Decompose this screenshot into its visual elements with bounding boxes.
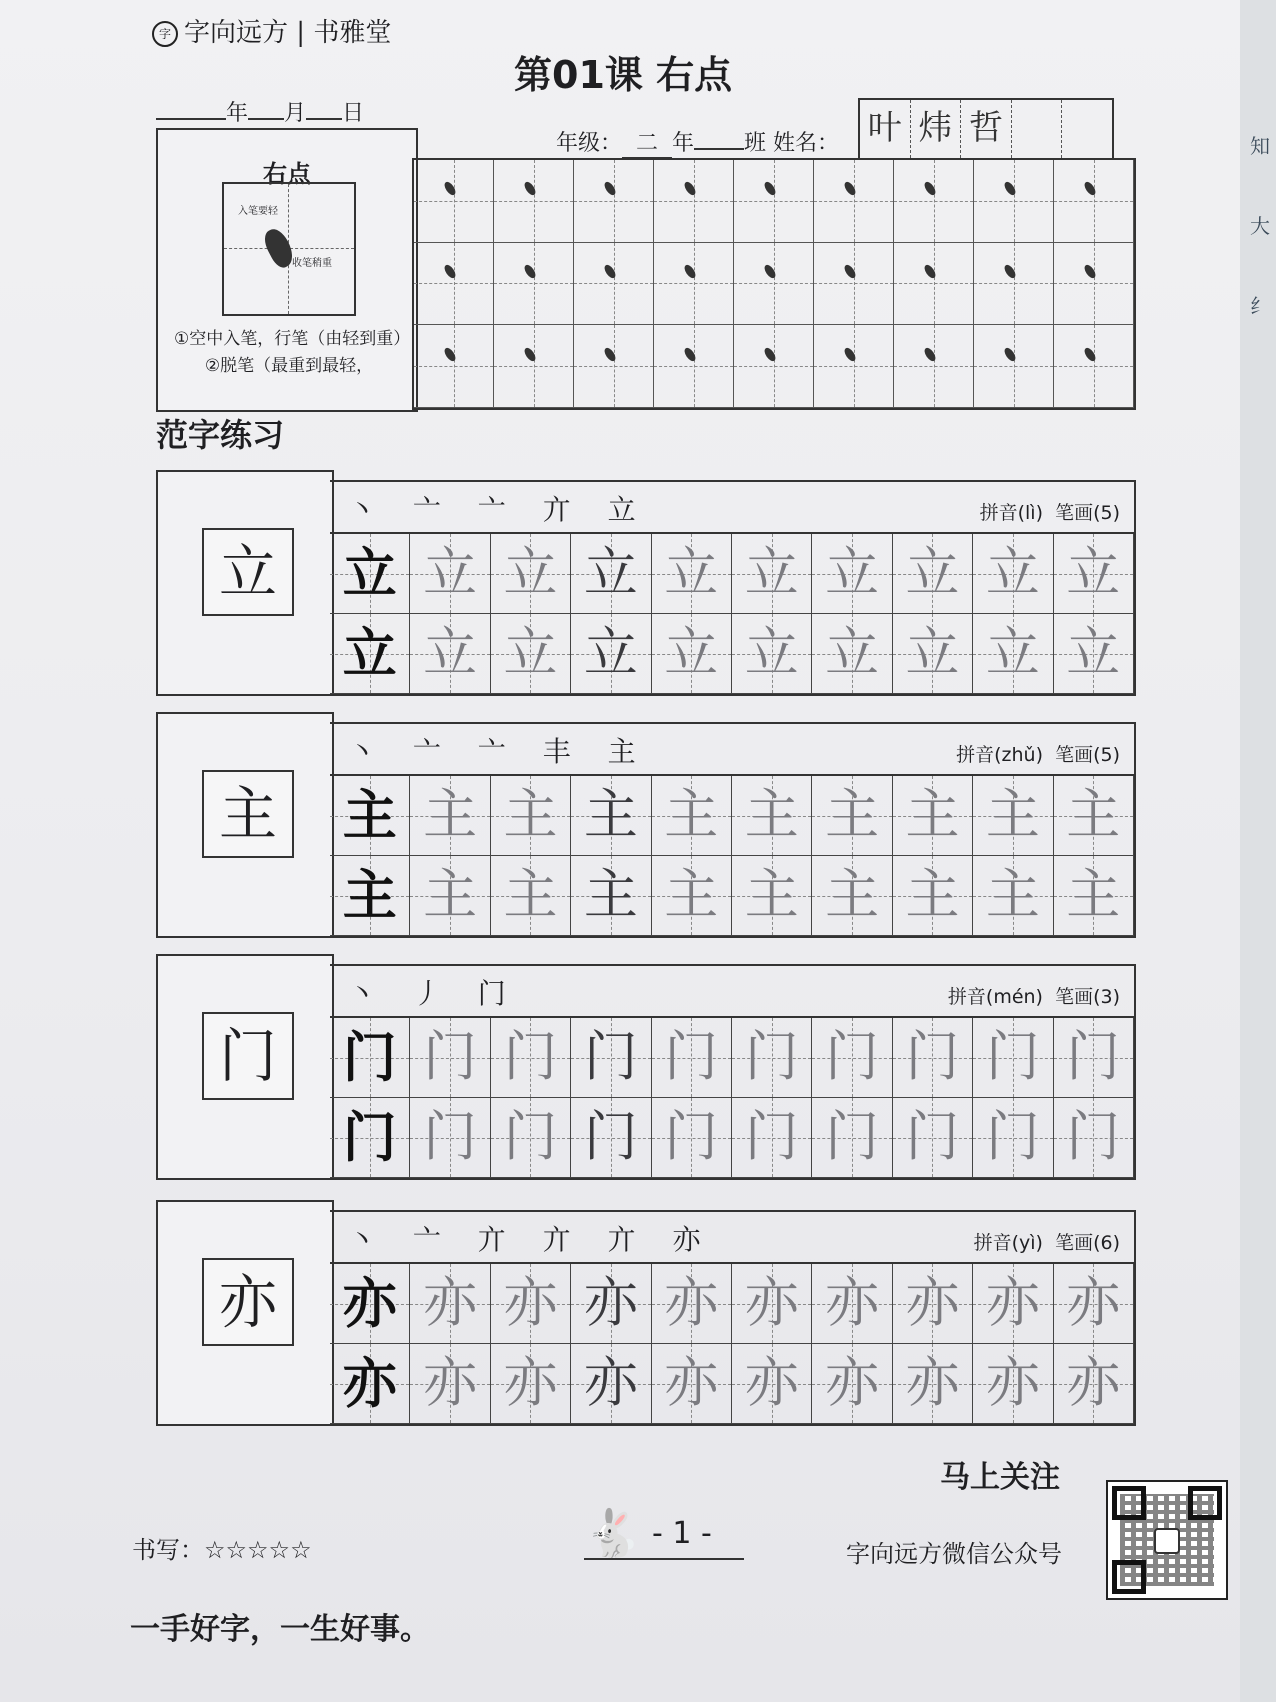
right-dot-stroke	[922, 263, 937, 280]
handwritten-cell[interactable]	[652, 1264, 732, 1344]
practice-character: 门	[744, 1105, 799, 1168]
handwritten-cell[interactable]	[812, 1264, 892, 1344]
practice-character: 门	[985, 1105, 1040, 1168]
stroke-demo-grid	[222, 182, 356, 316]
tip-1: ①空中入笔，行笔（由轻到重）	[174, 329, 411, 349]
date-line: 年 月 日	[156, 96, 364, 127]
stroke-order: 丶 亠 亠 丰 主	[348, 735, 650, 768]
practice-character: 立	[664, 541, 719, 604]
stroke-practice-cell[interactable]	[814, 243, 894, 326]
handwritten-cell[interactable]	[812, 856, 892, 936]
handwritten-cell[interactable]	[652, 614, 732, 694]
practice-character: 门	[1066, 1025, 1121, 1088]
practice-character: 主	[503, 863, 558, 926]
handwritten-cell[interactable]	[893, 856, 973, 936]
brand-logo: 字 字向远方 | 书雅堂	[152, 12, 391, 49]
stroke-practice-cell[interactable]	[734, 243, 814, 326]
character-block	[156, 1200, 1136, 1424]
practice-character: 亦	[583, 1271, 638, 1334]
model-cell[interactable]	[330, 1018, 410, 1098]
rabbit-icon: 🐇	[584, 1506, 642, 1560]
practice-grid[interactable]	[330, 774, 1134, 936]
name-cell[interactable]: 叶	[860, 100, 911, 158]
practice-character: 亦	[503, 1271, 558, 1334]
handwritten-cell[interactable]	[571, 1264, 651, 1344]
practice-character: 立	[985, 621, 1040, 684]
name-cell[interactable]: 哲	[961, 100, 1012, 158]
right-dot-stroke	[602, 263, 617, 280]
brand-name: 字向远方	[184, 18, 289, 48]
handwritten-cell[interactable]	[410, 776, 490, 856]
practice-character: 立	[825, 541, 880, 604]
handwritten-cell[interactable]	[410, 614, 490, 694]
stroke-practice-cell[interactable]	[414, 160, 494, 243]
handwritten-cell[interactable]	[973, 534, 1053, 614]
handwritten-cell[interactable]	[732, 1018, 812, 1098]
handwritten-cell[interactable]	[893, 1264, 973, 1344]
model-character: 亦	[202, 1258, 294, 1346]
stroke-tips	[174, 326, 411, 380]
practice-character: 门	[583, 1105, 638, 1168]
stroke-order: 丶 丿 门	[348, 977, 520, 1010]
stroke-demo-panel	[156, 128, 418, 412]
grade-class-line: 年级： 二 年 班 姓名：	[556, 126, 839, 159]
stroke-practice-cell[interactable]	[654, 160, 734, 243]
handwritten-cell[interactable]	[812, 776, 892, 856]
practice-panel	[330, 964, 1136, 1180]
handwritten-cell[interactable]	[812, 1018, 892, 1098]
practice-character: 门	[905, 1025, 960, 1088]
practice-character: 立	[423, 621, 478, 684]
right-dot-stroke	[682, 263, 697, 280]
stroke-intro-box	[156, 128, 1276, 408]
handwritten-cell[interactable]	[893, 1018, 973, 1098]
handwritten-cell[interactable]	[893, 776, 973, 856]
practice-character: 主	[503, 783, 558, 846]
handwritten-cell[interactable]	[491, 1018, 571, 1098]
handwritten-cell[interactable]	[571, 856, 651, 936]
practice-character: 主	[905, 783, 960, 846]
pinyin: 拼音(mén)	[947, 986, 1043, 1008]
handwritten-cell[interactable]	[732, 856, 812, 936]
practice-character: 亦	[905, 1351, 960, 1414]
handwritten-cell[interactable]	[732, 1264, 812, 1344]
practice-character: 亦	[985, 1351, 1040, 1414]
right-dot-stroke	[1002, 263, 1017, 280]
handwritten-cell[interactable]	[973, 614, 1053, 694]
handwritten-cell[interactable]	[491, 856, 571, 936]
right-dot-stroke	[442, 346, 457, 363]
stroke-practice-cell[interactable]	[574, 325, 654, 408]
handwritten-cell[interactable]	[1054, 1264, 1134, 1344]
right-dot-stroke	[442, 180, 457, 197]
handwritten-cell[interactable]	[893, 1098, 973, 1178]
model-character: 门	[202, 1012, 294, 1100]
handwritten-cell[interactable]	[571, 1018, 651, 1098]
practice-character: 门	[1066, 1105, 1121, 1168]
practice-character: 立	[1066, 541, 1121, 604]
handwritten-cell[interactable]	[491, 1264, 571, 1344]
model-cell[interactable]	[330, 856, 410, 936]
practice-character: 主	[985, 863, 1040, 926]
handwritten-cell[interactable]	[812, 1344, 892, 1424]
practice-character: 立	[664, 621, 719, 684]
handwritten-cell[interactable]	[1054, 614, 1134, 694]
practice-character: 亦	[423, 1271, 478, 1334]
handwritten-cell[interactable]	[732, 776, 812, 856]
character-block	[156, 470, 1136, 694]
handwritten-cell[interactable]	[652, 856, 732, 936]
brand-sub-name: 书雅堂	[313, 18, 392, 48]
right-dot-stroke	[1002, 180, 1017, 197]
underlying-page-edge: 知 大 纟	[1240, 0, 1276, 1702]
handwritten-cell[interactable]	[893, 1344, 973, 1424]
handwritten-cell[interactable]	[491, 1344, 571, 1424]
stroke-practice-grid[interactable]	[412, 158, 1136, 410]
model-cell[interactable]	[330, 1264, 410, 1344]
character-meta	[956, 740, 1120, 767]
handwritten-cell[interactable]	[893, 614, 973, 694]
practice-grid[interactable]	[330, 1262, 1134, 1424]
motto: 一手好字，一生好事。	[130, 1612, 430, 1647]
right-dot-stroke	[762, 263, 777, 280]
brand-seal-icon: 字	[152, 21, 178, 47]
stroke-practice-cell[interactable]	[414, 243, 494, 326]
practice-character: 门	[503, 1105, 558, 1168]
practice-character: 立	[423, 541, 478, 604]
stroke-practice-cell[interactable]	[494, 325, 574, 408]
handwritten-cell[interactable]	[1054, 1098, 1134, 1178]
right-dot-stroke	[842, 180, 857, 197]
model-character-panel	[156, 1200, 334, 1426]
practice-grid[interactable]	[330, 532, 1134, 694]
handwritten-cell[interactable]	[571, 776, 651, 856]
handwritten-cell[interactable]	[973, 1018, 1053, 1098]
right-dot-stroke	[1082, 346, 1097, 363]
name-label: 姓名：	[773, 131, 840, 156]
stroke-count: 笔画(5)	[1055, 502, 1120, 524]
practice-character: 亦	[342, 1351, 397, 1415]
right-dot-stroke	[1002, 346, 1017, 363]
stroke-practice-cell[interactable]	[654, 243, 734, 326]
handwritten-cell[interactable]	[571, 1344, 651, 1424]
practice-character: 主	[664, 863, 719, 926]
right-dot-stroke	[1082, 263, 1097, 280]
practice-character: 主	[583, 863, 638, 926]
stroke-practice-cell[interactable]	[1054, 325, 1134, 408]
handwritten-cell[interactable]	[893, 534, 973, 614]
practice-character: 主	[744, 783, 799, 846]
right-dot-stroke	[842, 346, 857, 363]
stroke-practice-cell[interactable]	[494, 243, 574, 326]
practice-character: 亦	[664, 1271, 719, 1334]
practice-panel	[330, 480, 1136, 696]
model-cell[interactable]	[330, 776, 410, 856]
handwritten-cell[interactable]	[1054, 776, 1134, 856]
stroke-practice-cell[interactable]	[734, 160, 814, 243]
practice-character: 主	[1066, 783, 1121, 846]
model-cell[interactable]	[330, 1344, 410, 1424]
qr-code-icon[interactable]	[1106, 1480, 1228, 1600]
handwritten-cell[interactable]	[973, 1344, 1053, 1424]
page-number-area	[584, 1500, 744, 1570]
handwritten-cell[interactable]	[491, 614, 571, 694]
practice-character: 立	[1066, 621, 1121, 684]
handwritten-cell[interactable]	[410, 1344, 490, 1424]
handwritten-cell[interactable]	[973, 856, 1053, 936]
handwritten-cell[interactable]	[652, 1098, 732, 1178]
character-block	[156, 712, 1136, 936]
rating	[132, 1530, 312, 1565]
follow-label: 马上关注	[940, 1460, 1060, 1495]
character-block	[156, 954, 1136, 1178]
practice-character: 门	[825, 1025, 880, 1088]
practice-character: 门	[423, 1025, 478, 1088]
practice-character: 主	[342, 783, 397, 847]
practice-character: 立	[503, 541, 558, 604]
right-dot-stroke	[442, 263, 457, 280]
practice-character: 亦	[423, 1351, 478, 1414]
handwritten-cell[interactable]	[652, 776, 732, 856]
practice-character: 亦	[1066, 1351, 1121, 1414]
practice-character: 门	[985, 1025, 1040, 1088]
stroke-practice-cell[interactable]	[814, 160, 894, 243]
name-cell[interactable]: 炜	[911, 100, 962, 158]
stroke-practice-cell[interactable]	[574, 160, 654, 243]
stroke-practice-cell[interactable]	[974, 325, 1054, 408]
stroke-order: 丶 亠 亣 亣 亣 亦	[348, 1223, 715, 1256]
rating-label: 书写：	[132, 1536, 204, 1564]
right-dot-stroke	[922, 180, 937, 197]
model-cell[interactable]	[330, 534, 410, 614]
practice-character: 亦	[744, 1271, 799, 1334]
model-character: 立	[202, 528, 294, 616]
practice-character: 主	[744, 863, 799, 926]
right-dot-stroke	[1082, 180, 1097, 197]
practice-character: 主	[985, 783, 1040, 846]
practice-character: 门	[583, 1025, 638, 1088]
character-meta	[980, 498, 1120, 525]
practice-character: 门	[744, 1025, 799, 1088]
practice-character: 门	[342, 1105, 397, 1169]
model-cell[interactable]	[330, 614, 410, 694]
handwritten-cell[interactable]	[571, 534, 651, 614]
practice-character: 门	[503, 1025, 558, 1088]
right-dot-stroke	[602, 346, 617, 363]
character-meta	[948, 982, 1120, 1009]
practice-character: 立	[503, 621, 558, 684]
practice-character: 门	[664, 1025, 719, 1088]
right-dot-stroke	[522, 180, 537, 197]
practice-character: 立	[583, 541, 638, 604]
section-title: 范字练习	[156, 416, 285, 454]
practice-character: 立	[825, 621, 880, 684]
handwritten-cell[interactable]	[652, 534, 732, 614]
practice-character: 立	[744, 621, 799, 684]
right-dot-stroke	[602, 180, 617, 197]
practice-character: 主	[423, 783, 478, 846]
handwritten-cell[interactable]	[1054, 1018, 1134, 1098]
practice-character: 立	[905, 541, 960, 604]
handwritten-cell[interactable]	[410, 856, 490, 936]
right-dot-stroke	[922, 346, 937, 363]
practice-panel	[330, 1210, 1136, 1426]
practice-character: 亦	[342, 1271, 397, 1335]
stroke-practice-cell[interactable]	[894, 325, 974, 408]
stroke-practice-cell[interactable]	[734, 325, 814, 408]
right-dot-stroke	[522, 263, 537, 280]
stroke-practice-cell[interactable]	[894, 160, 974, 243]
stroke-practice-cell[interactable]	[654, 325, 734, 408]
stroke-count: 笔画(6)	[1055, 1232, 1120, 1254]
practice-character: 立	[342, 541, 397, 605]
practice-character: 主	[423, 863, 478, 926]
handwritten-cell[interactable]	[812, 534, 892, 614]
handwritten-cell[interactable]	[491, 534, 571, 614]
practice-panel	[330, 722, 1136, 938]
handwritten-cell[interactable]	[973, 1098, 1053, 1178]
right-dot-stroke	[762, 180, 777, 197]
handwritten-cell[interactable]	[491, 1098, 571, 1178]
practice-character: 门	[905, 1105, 960, 1168]
handwritten-cell[interactable]	[1054, 534, 1134, 614]
stroke-practice-cell[interactable]	[974, 160, 1054, 243]
practice-character: 门	[825, 1105, 880, 1168]
right-dot-stroke	[682, 346, 697, 363]
handwritten-cell[interactable]	[732, 1344, 812, 1424]
stroke-practice-cell[interactable]	[974, 243, 1054, 326]
grade-value: 二	[622, 126, 672, 159]
rating-stars[interactable]: ☆☆☆☆☆	[204, 1536, 312, 1564]
account-label: 字向远方微信公众号	[846, 1540, 1062, 1568]
character-meta	[974, 1228, 1120, 1255]
model-character-panel	[156, 712, 334, 938]
practice-character: 主	[825, 783, 880, 846]
right-dot-stroke	[762, 346, 777, 363]
model-character: 主	[202, 770, 294, 858]
stroke-count: 笔画(3)	[1055, 986, 1120, 1008]
practice-character: 立	[583, 621, 638, 684]
practice-character: 门	[664, 1105, 719, 1168]
stroke-practice-cell[interactable]	[1054, 160, 1134, 243]
handwritten-cell[interactable]	[812, 1098, 892, 1178]
practice-character: 主	[583, 783, 638, 846]
practice-character: 亦	[583, 1351, 638, 1414]
practice-character: 亦	[1066, 1271, 1121, 1334]
handwritten-cell[interactable]	[410, 1098, 490, 1178]
handwritten-cell[interactable]	[410, 534, 490, 614]
practice-character: 主	[825, 863, 880, 926]
stroke-count: 笔画(5)	[1055, 744, 1120, 766]
practice-character: 亦	[985, 1271, 1040, 1334]
practice-character: 立	[744, 541, 799, 604]
handwritten-cell[interactable]	[491, 776, 571, 856]
handwritten-cell[interactable]	[732, 1098, 812, 1178]
handwritten-cell[interactable]	[410, 1018, 490, 1098]
model-character-panel	[156, 954, 334, 1180]
stroke-order: 丶 亠 亠 亣 立	[348, 493, 650, 526]
right-dot-stroke	[522, 346, 537, 363]
practice-grid[interactable]	[330, 1016, 1134, 1178]
practice-character: 立	[905, 621, 960, 684]
practice-character: 亦	[825, 1351, 880, 1414]
pinyin: 拼音(yì)	[973, 1232, 1043, 1254]
handwritten-cell[interactable]	[410, 1264, 490, 1344]
pinyin: 拼音(lì)	[979, 502, 1043, 524]
handwritten-cell[interactable]	[1054, 856, 1134, 936]
lesson-title: 第01课 右点	[514, 53, 733, 97]
practice-character: 主	[664, 783, 719, 846]
stroke-practice-cell[interactable]	[894, 243, 974, 326]
practice-character: 门	[423, 1105, 478, 1168]
page-number: - 1 -	[652, 1516, 712, 1551]
handwritten-cell[interactable]	[571, 614, 651, 694]
practice-character: 亦	[664, 1351, 719, 1414]
practice-character: 主	[342, 863, 397, 927]
handwritten-cell[interactable]	[732, 614, 812, 694]
stroke-practice-cell[interactable]	[814, 325, 894, 408]
practice-character: 主	[905, 863, 960, 926]
practice-character: 立	[342, 621, 397, 685]
practice-character: 亦	[744, 1351, 799, 1414]
handwritten-cell[interactable]	[1054, 1344, 1134, 1424]
tip-2: ②脱笔（最重到最轻，	[204, 356, 374, 376]
handwritten-cell[interactable]	[812, 614, 892, 694]
handwritten-cell[interactable]	[973, 1264, 1053, 1344]
handwritten-cell[interactable]	[652, 1344, 732, 1424]
practice-character: 亦	[825, 1271, 880, 1334]
practice-character: 亦	[905, 1271, 960, 1334]
pinyin: 拼音(zhǔ)	[956, 744, 1043, 766]
right-dot-stroke	[682, 180, 697, 197]
note-entry: 入笔要轻	[238, 206, 278, 217]
practice-character: 主	[1066, 863, 1121, 926]
handwritten-cell[interactable]	[973, 776, 1053, 856]
right-dot-stroke	[842, 263, 857, 280]
note-exit: 收笔稍重	[292, 258, 332, 269]
practice-character: 门	[342, 1025, 397, 1089]
stroke-practice-cell[interactable]	[414, 325, 494, 408]
stroke-name: 右点	[263, 160, 311, 188]
stroke-practice-cell[interactable]	[1054, 243, 1134, 326]
stroke-practice-cell[interactable]	[574, 243, 654, 326]
practice-character: 立	[985, 541, 1040, 604]
practice-character: 亦	[503, 1351, 558, 1414]
stroke-practice-cell[interactable]	[494, 160, 574, 243]
model-cell[interactable]	[330, 1098, 410, 1178]
handwritten-cell[interactable]	[652, 1018, 732, 1098]
model-character-panel	[156, 470, 334, 696]
handwritten-cell[interactable]	[571, 1098, 651, 1178]
handwritten-cell[interactable]	[732, 534, 812, 614]
